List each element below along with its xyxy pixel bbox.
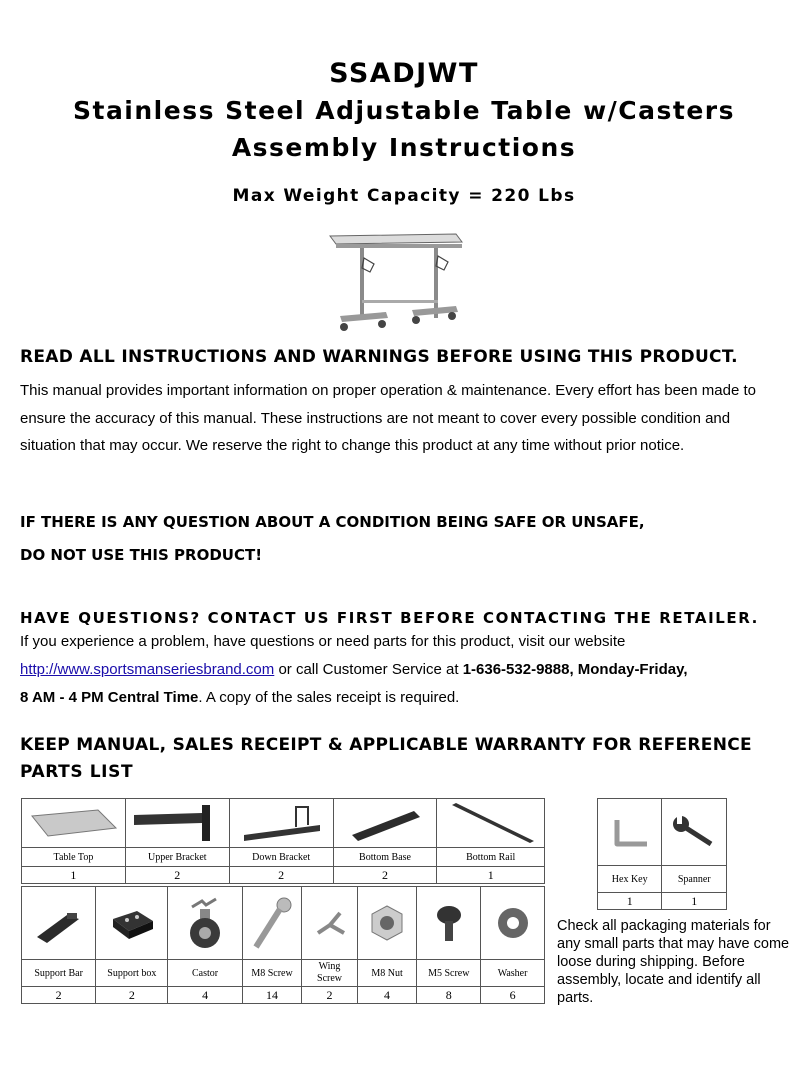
packaging-check-note: Check all packaging materials for any small parts that may have come loose during shipping. Before assembly, locate and identify all parts.: [557, 918, 790, 1006]
part-label: Bottom Base: [333, 848, 437, 867]
part-label: Castor: [168, 960, 242, 987]
part-quantity: 1: [22, 867, 126, 884]
parts-table-row1: [21, 798, 545, 884]
bottom-rail-icon: [437, 799, 545, 848]
website-link[interactable]: http://www.sportsmanseriesbrand.com: [20, 661, 275, 678]
part-quantity: 2: [229, 867, 333, 884]
part-quantity: 14: [242, 987, 302, 1004]
upper-bracket-icon: [125, 799, 229, 848]
support-bar-icon: [22, 887, 96, 960]
contact-paragraph: [20, 628, 790, 712]
safety-warning-line2: DO NOT USE THIS PRODUCT!: [20, 546, 263, 564]
receipt-note: . A copy of the sales receipt is required.: [198, 689, 460, 706]
part-quantity: 1: [437, 867, 545, 884]
m8-screw-icon: [242, 887, 302, 960]
part-label: M5 Screw: [417, 960, 481, 987]
parts-list-heading: PARTS LIST: [20, 762, 134, 782]
service-hours: 8 AM - 4 PM Central Time: [20, 689, 199, 706]
tool-label: Spanner: [662, 866, 727, 893]
part-quantity: 8: [417, 987, 481, 1004]
part-quantity: 2: [333, 867, 437, 884]
manual-intro-paragraph: This manual provides important information on proper operation & maintenance. Every effort has been made to ensure the accuracy of this manual. These instructions are not meant to cover every possible condition and situation that may occur. We reserve the right to change this product at any time without prior notice.: [20, 382, 756, 454]
bottom-base-icon: [333, 799, 437, 848]
part-quantity: 6: [481, 987, 545, 1004]
read-instructions-heading: READ ALL INSTRUCTIONS AND WARNINGS BEFORE USING THIS PRODUCT.: [20, 347, 738, 367]
part-label: M8 Screw: [242, 960, 302, 987]
part-label: Upper Bracket: [125, 848, 229, 867]
product-name: Stainless Steel Adjustable Table w/Casters: [72, 96, 736, 125]
m8-nut-icon: [357, 887, 417, 960]
down-bracket-icon: [229, 799, 333, 848]
washer-icon: [481, 887, 545, 960]
m5-screw-icon: [417, 887, 481, 960]
contact-call-text: or call Customer Service at: [274, 661, 463, 678]
part-label: Support box: [96, 960, 168, 987]
safety-warning-line1: IF THERE IS ANY QUESTION ABOUT A CONDITION BEING SAFE OR UNSAFE,: [20, 513, 645, 531]
weight-capacity: Max Weight Capacity = 220 Lbs: [232, 186, 576, 206]
part-quantity: 4: [168, 987, 242, 1004]
parts-table-row2: [21, 886, 545, 1004]
tools-table: [597, 798, 727, 910]
castor-icon: [168, 887, 242, 960]
document-type: Assembly Instructions: [231, 133, 577, 162]
phone-number: 1-636-532-9888, Monday-Friday,: [462, 661, 688, 678]
part-quantity: 2: [125, 867, 229, 884]
table-top-icon: [22, 799, 126, 848]
spanner-icon: [662, 799, 727, 866]
hex-key-icon: [598, 799, 662, 866]
part-label: Wing Screw: [302, 960, 357, 987]
part-quantity: 2: [96, 987, 168, 1004]
support-box-icon: [96, 887, 168, 960]
part-quantity: 2: [302, 987, 357, 1004]
part-quantity: 4: [357, 987, 417, 1004]
model-number: SSADJWT: [329, 58, 479, 89]
contact-heading: HAVE QUESTIONS? CONTACT US FIRST BEFORE CONTACTING THE RETAILER.: [20, 609, 759, 627]
part-label: Bottom Rail: [437, 848, 545, 867]
part-label: Table Top: [22, 848, 126, 867]
tool-quantity: 1: [598, 893, 662, 910]
part-label: M8 Nut: [357, 960, 417, 987]
product-table-illustration: [326, 228, 466, 336]
part-label: Washer: [481, 960, 545, 987]
contact-intro: If you experience a problem, have questions or need parts for this product, visit our website: [20, 633, 626, 650]
part-label: Support Bar: [22, 960, 96, 987]
wing-screw-icon: [302, 887, 357, 960]
keep-manual-heading: KEEP MANUAL, SALES RECEIPT & APPLICABLE WARRANTY FOR REFERENCE: [20, 735, 752, 755]
part-quantity: 2: [22, 987, 96, 1004]
part-label: Down Bracket: [229, 848, 333, 867]
tool-quantity: 1: [662, 893, 727, 910]
tool-label: Hex Key: [598, 866, 662, 893]
